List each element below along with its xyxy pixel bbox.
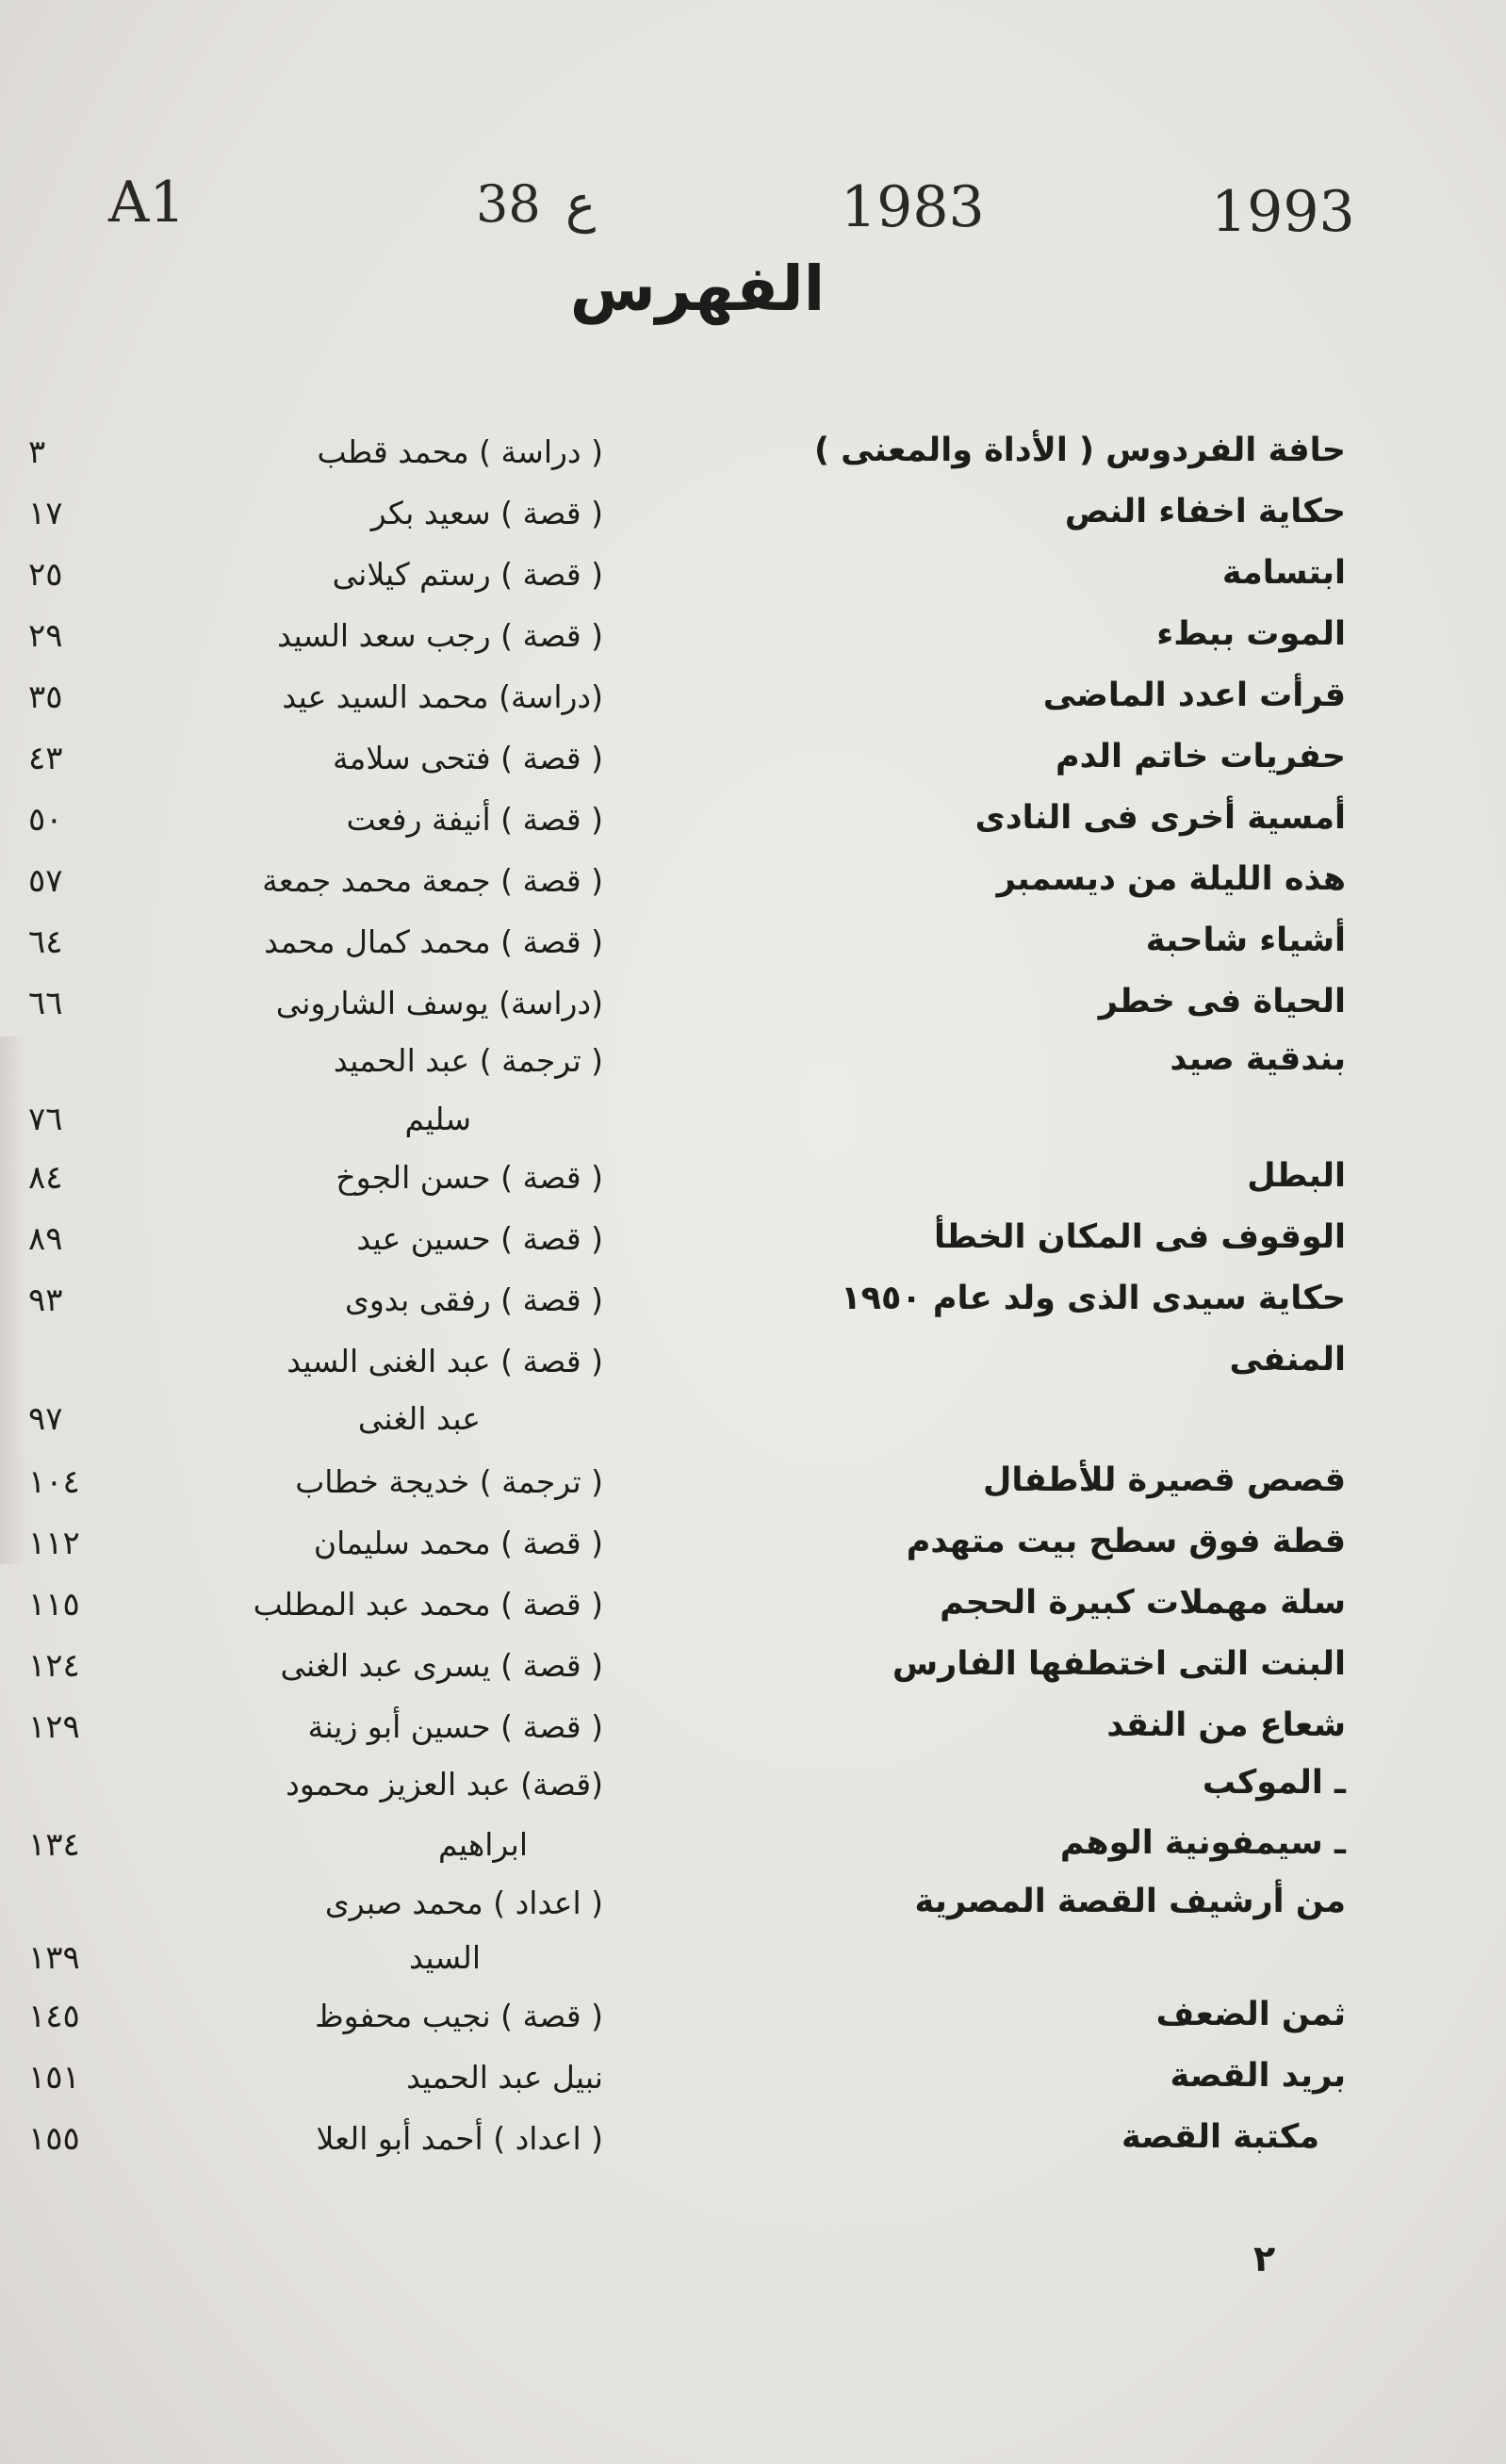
toc-row-11 bbox=[0, 1035, 1506, 1091]
toc-page-number: ٥٠ bbox=[28, 801, 63, 839]
toc-author: (دراسة) محمد السيد عيد bbox=[282, 678, 603, 715]
toc-title: قرأت اعدد الماضى bbox=[1042, 677, 1346, 714]
toc-row-10 bbox=[0, 977, 1506, 1034]
toc-row-1 bbox=[0, 426, 1506, 482]
toc-title: سلة مهملات كبيرة الحجم bbox=[940, 1584, 1346, 1622]
toc-author: ( ترجمة ) عبد الحميد bbox=[333, 1042, 603, 1079]
toc-title: حكاية اخفاء النص bbox=[1064, 493, 1346, 530]
toc-author: ( قصة ) حسن الجوخ bbox=[336, 1159, 603, 1196]
toc-page-number: ١٤٥ bbox=[28, 1998, 80, 2035]
toc-title: حافة الفردوس ( الأداة والمعنى ) bbox=[813, 432, 1346, 469]
toc-page-number: ٦٦ bbox=[28, 985, 63, 1022]
handwritten-year-1983: 1983 bbox=[841, 174, 985, 240]
toc-author: (دراسة) يوسف الشارونى bbox=[275, 985, 603, 1021]
toc-author: السيد bbox=[409, 1939, 481, 1976]
toc-author: عبد الغنى bbox=[357, 1400, 481, 1437]
toc-row-14 bbox=[0, 1213, 1506, 1269]
toc-row-27 bbox=[0, 1990, 1506, 2047]
toc-row-23 bbox=[0, 1758, 1506, 1815]
toc-page-number: ٦٤ bbox=[28, 923, 63, 961]
toc-author: ( قصة ) نجيب محفوظ bbox=[315, 1998, 603, 2034]
toc-page-number: ٢٥ bbox=[28, 556, 63, 594]
toc-page-number: ٢٩ bbox=[28, 617, 63, 655]
toc-author: ( قصة ) حسين أبو زينة bbox=[307, 1708, 603, 1745]
toc-author: ( ترجمة ) خديجة خطاب bbox=[295, 1463, 603, 1500]
toc-row-28 bbox=[0, 2051, 1506, 2108]
toc-author: ( قصة ) سعيد بكر bbox=[370, 495, 603, 531]
toc-row-19 bbox=[0, 1517, 1506, 1574]
toc-title: الوقوف فى المكان الخطأ bbox=[933, 1218, 1346, 1256]
toc-page-number: ١٢٩ bbox=[28, 1708, 80, 1746]
toc-title: قطة فوق سطح بيت متهدم bbox=[906, 1523, 1346, 1560]
toc-author: نبيل عبد الحميد bbox=[406, 2059, 603, 2096]
toc-page-number: ٣٥ bbox=[28, 678, 63, 716]
toc-page-number: ١٥٥ bbox=[28, 2120, 80, 2158]
toc-page-number: ١٣٤ bbox=[28, 1826, 80, 1864]
toc-author: ( قصة ) فتحى سلامة bbox=[332, 740, 603, 776]
toc-page-number: ١٢٤ bbox=[28, 1647, 80, 1685]
toc-title: المنفى bbox=[1229, 1341, 1346, 1379]
toc-page-number: ١٥١ bbox=[28, 2059, 80, 2097]
toc-title: أمسية أخرى فى النادى bbox=[974, 799, 1346, 837]
toc-row-24 bbox=[0, 1819, 1506, 1875]
toc-row-9 bbox=[0, 916, 1506, 972]
toc-row-20 bbox=[0, 1578, 1506, 1635]
toc-author: ( قصة ) يسرى عبد الغنى bbox=[280, 1647, 603, 1684]
toc-author: ( اعداد ) أحمد أبو العلا bbox=[316, 2120, 603, 2157]
toc-author: ( قصة ) رفقى بدوى bbox=[345, 1281, 603, 1318]
toc-title: ـ الموكب bbox=[1202, 1764, 1346, 1802]
toc-row-13 bbox=[0, 1151, 1506, 1208]
toc-author: ( قصة ) رجب سعد السيد bbox=[277, 617, 603, 654]
toc-author: ( قصة ) عبد الغنى السيد bbox=[286, 1343, 603, 1379]
toc-author: ( اعداد ) محمد صبرى bbox=[324, 1885, 603, 1921]
page-title bbox=[528, 253, 867, 325]
toc-title: البطل bbox=[1247, 1157, 1346, 1195]
toc-author: ( قصة ) جمعة محمد جمعة bbox=[262, 862, 603, 899]
toc-page-number: ١٠٤ bbox=[28, 1463, 80, 1501]
toc-page-number: ١٧ bbox=[28, 495, 63, 532]
toc-row-5 bbox=[0, 671, 1506, 727]
toc-row-7 bbox=[0, 793, 1506, 850]
toc-row-15 bbox=[0, 1274, 1506, 1330]
handwritten-year-1993: 1993 bbox=[1211, 179, 1355, 245]
toc-author: ( دراسة ) محمد قطب bbox=[317, 433, 603, 470]
toc-title: الحياة فى خطر bbox=[1098, 983, 1346, 1020]
toc-row-17 bbox=[0, 1393, 1506, 1449]
page-number-footer: ٢ bbox=[1253, 2238, 1276, 2279]
toc-row-29 bbox=[0, 2113, 1506, 2169]
toc-page-number: ٩٧ bbox=[28, 1400, 63, 1438]
toc-title: البنت التى اختطفها الفارس bbox=[892, 1645, 1346, 1683]
toc-author: ( قصة ) محمد كمال محمد bbox=[264, 923, 603, 960]
handwritten-ain: ع bbox=[565, 174, 597, 234]
toc-author: ( قصة ) محمد سليمان bbox=[313, 1525, 603, 1561]
toc-title: شعاع من النقد bbox=[1106, 1706, 1346, 1744]
toc-row-3 bbox=[0, 548, 1506, 605]
toc-author: ابراهيم bbox=[437, 1826, 528, 1863]
toc-row-12 bbox=[0, 1093, 1506, 1150]
toc-page-number: ٤٣ bbox=[28, 740, 63, 777]
toc-row-25 bbox=[0, 1877, 1506, 1934]
toc-row-22 bbox=[0, 1701, 1506, 1757]
toc-row-26 bbox=[0, 1932, 1506, 1988]
toc-title: بريد القصة bbox=[1170, 2057, 1346, 2095]
handwritten-number: 38 bbox=[476, 174, 541, 234]
toc-author: ( قصة ) محمد عبد المطلب bbox=[253, 1586, 603, 1623]
toc-page-number: ٧٦ bbox=[28, 1101, 63, 1138]
toc-page-number: ١٣٩ bbox=[28, 1939, 80, 1977]
toc-row-8 bbox=[0, 855, 1506, 911]
toc-page-number: ١١٢ bbox=[28, 1525, 80, 1562]
toc-title: الموت ببطء bbox=[1156, 615, 1346, 653]
toc-row-21 bbox=[0, 1640, 1506, 1696]
toc-title: هذه الليلة من ديسمبر bbox=[996, 860, 1346, 898]
toc-page-number: ٨٩ bbox=[28, 1220, 63, 1258]
toc-page-number: ٥٧ bbox=[28, 862, 63, 900]
toc-row-16 bbox=[0, 1335, 1506, 1392]
toc-author: سليم bbox=[404, 1101, 471, 1137]
toc-page-number: ١١٥ bbox=[28, 1586, 80, 1624]
toc-title: أشياء شاحبة bbox=[1145, 922, 1346, 959]
toc-author: (قصة) عبد العزيز محمود bbox=[286, 1766, 603, 1803]
toc-page-number: ٣ bbox=[28, 433, 46, 471]
handwritten-left-note: A1 bbox=[108, 170, 186, 236]
toc-row-6 bbox=[0, 732, 1506, 789]
toc-title: قصص قصيرة للأطفال bbox=[982, 1461, 1346, 1499]
toc-title: ثمن الضعف bbox=[1155, 1996, 1346, 2033]
toc-author: ( قصة ) رستم كيلانى bbox=[332, 556, 603, 593]
toc-row-2 bbox=[0, 487, 1506, 544]
toc-title: حفريات خاتم الدم bbox=[1056, 738, 1346, 775]
toc-title: من أرشيف القصة المصرية bbox=[914, 1883, 1346, 1920]
toc-author: ( قصة ) حسين عيد bbox=[356, 1220, 603, 1257]
page-title-text: الفهرس bbox=[569, 253, 826, 325]
toc-page-number: ٨٤ bbox=[28, 1159, 63, 1197]
toc-author: ( قصة ) أنيفة رفعت bbox=[346, 801, 603, 838]
toc-title: مكتبة القصة bbox=[1121, 2118, 1319, 2156]
toc-row-4 bbox=[0, 610, 1506, 666]
toc-title: ـ سيمفونية الوهم bbox=[1059, 1824, 1346, 1862]
toc-title: ابتسامة bbox=[1221, 554, 1346, 592]
toc-row-18 bbox=[0, 1456, 1506, 1512]
toc-title: حكاية سيدى الذى ولد عام ١٩٥٠ bbox=[841, 1280, 1346, 1317]
toc-page-number: ٩٣ bbox=[28, 1281, 63, 1319]
toc-title: بندقية صيد bbox=[1170, 1040, 1346, 1078]
